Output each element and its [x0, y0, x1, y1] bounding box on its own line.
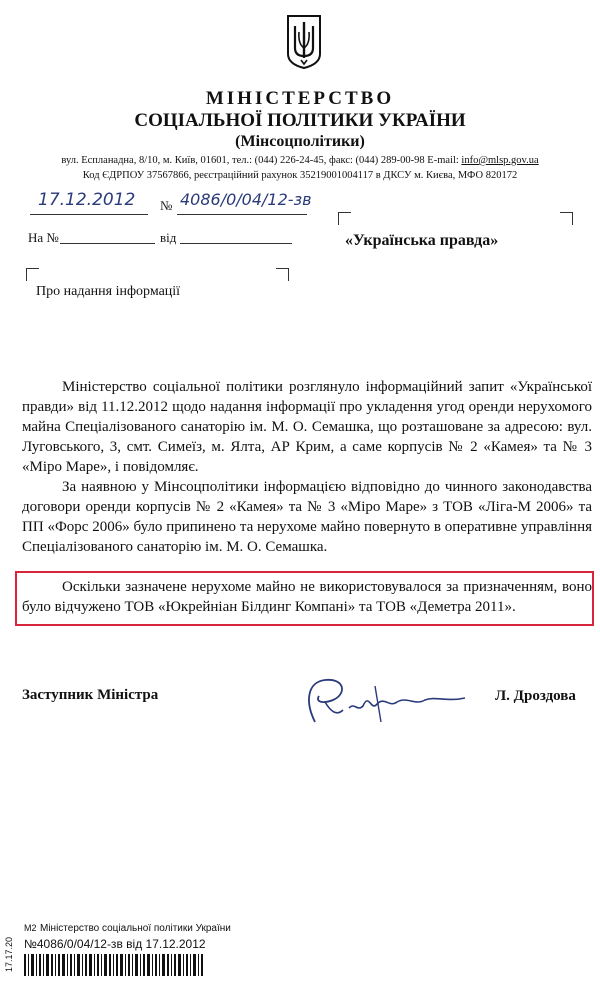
signer-name: Л. Дроздова: [495, 688, 576, 704]
recipient-corner-right: [560, 212, 573, 225]
stamp-time: 17.17.20: [4, 936, 14, 972]
ministry-subtitle: СОЦІАЛЬНОЇ ПОЛІТИКИ УКРАЇНИ: [134, 110, 466, 131]
signer-title: Заступник Міністра: [22, 687, 159, 703]
subject-corner-left: [26, 268, 39, 281]
ministry-short-name: (Мінсоцполітики): [235, 133, 365, 150]
email-link[interactable]: info@mlsp.gov.ua: [461, 155, 539, 166]
address-text: вул. Еспланадна, 8/10, м. Київ, 01601, тел.: (044) 226-24-45, факс: (044) 289-00-98 E-mail:: [61, 155, 459, 166]
ministry-title: МІНІСТЕРСТВО: [205, 88, 395, 109]
body-paragraph-2: За наявною у Мінсоцполітики інформацією відповідно до чинного законодавства договори оренди корпусів № 2 «Камея» та № 3 «Міро Маре» з ТОВ «Ліга-М 2006» та ПП «Форс 2006» було припинено та нерухоме майно повернуто в оперативне управління Спеціалізованого санаторію ім. М. О. Семашка.: [22, 479, 592, 555]
subject-line: Про надання інформації: [36, 284, 181, 299]
reference-label: На №: [28, 230, 59, 245]
stamp-code: М2: [24, 923, 37, 933]
barcode-icon: [24, 954, 204, 976]
handwritten-signature: [285, 672, 475, 730]
address-line: [0, 155, 600, 166]
outgoing-number: 4086/0/04/12-зв: [180, 190, 312, 209]
reference-from-label: від: [160, 230, 177, 245]
subject-corner-right: [276, 268, 289, 281]
reference-date-field: [180, 243, 292, 244]
stamp-registration: №4086/0/04/12-зв від 17.12.2012: [24, 937, 206, 951]
recipient-corner-left: [338, 212, 351, 225]
body-paragraph-1: Міністерство соціальної політики розглянуло інформаційний запит «Української правди» від 11.12.2012 щодо надання інформації про укладення угод оренди нерухомого майна Спеціалізованого санаторію ім. М. О. Семашка, що розташоване за адресою: вул. Луговського, 3, смт. Симеїз, м. Ялта, АР Крим, а саме корпусів № 2 «Камея» та № 3 «Міро Маре», і повідомляє.: [22, 379, 592, 475]
outgoing-date: 17.12.2012: [38, 190, 136, 210]
number-sign: №: [160, 198, 173, 213]
body-paragraph-3: Оскільки зазначене нерухоме майно не використовувалося за призначенням, воно було відчужено ТОВ «Юкрейніан Білдинг Компані» та ТОВ «Деметра 2011».: [22, 579, 592, 615]
recipient: «Українська правда»: [345, 232, 499, 249]
stamp-organization: Міністерство соціальної політики України: [40, 923, 231, 934]
reference-number-field: [60, 243, 155, 244]
codes-line: Код ЄДРПОУ 37567866, реєстраційний рахунок 35219001004117 в ДКСУ м. Києва, МФО 820172: [82, 170, 518, 181]
coat-of-arms-icon: [286, 14, 322, 70]
stamp-side-text: [2, 922, 16, 972]
